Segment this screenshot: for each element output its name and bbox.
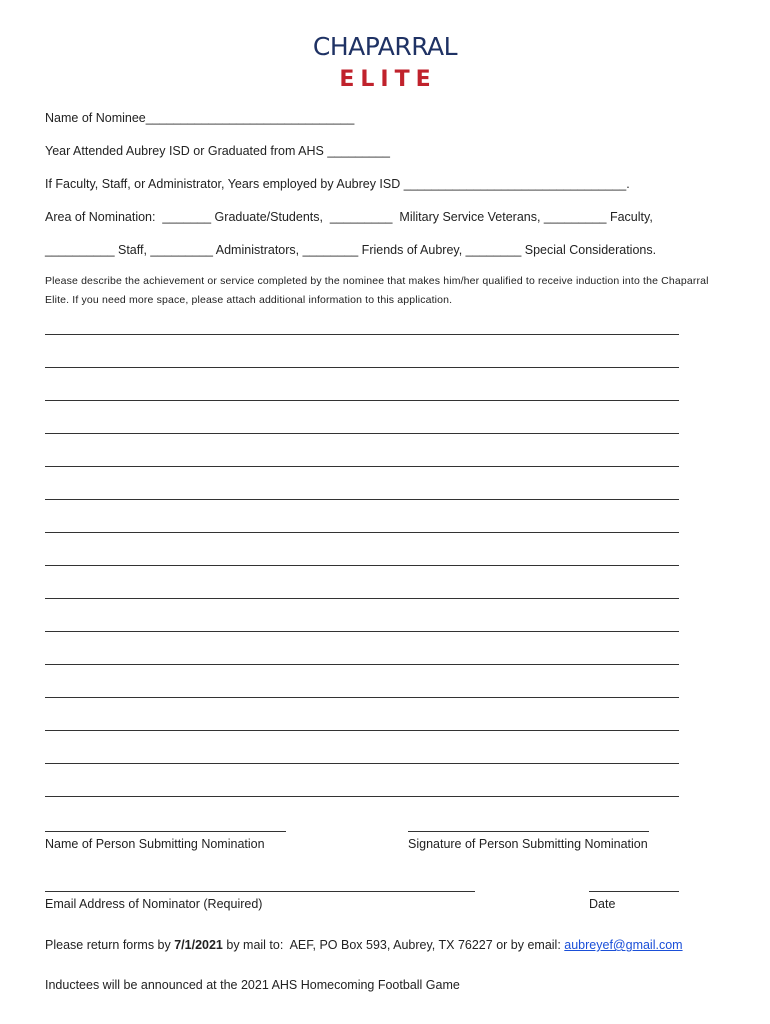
nominator-signature-line[interactable] [408, 831, 649, 832]
description-line[interactable] [45, 631, 679, 632]
year-attended-field[interactable]: Year Attended Aubrey ISD or Graduated from AHS _________ [45, 144, 390, 158]
logo-elite-text: ELITE [339, 67, 437, 92]
description-line[interactable] [45, 433, 679, 434]
description-line[interactable] [45, 565, 679, 566]
description-line[interactable] [45, 730, 679, 731]
nominator-name-line[interactable] [45, 831, 286, 832]
description-line[interactable] [45, 664, 679, 665]
years-employed-field[interactable]: If Faculty, Staff, or Administrator, Years employed by Aubrey ISD ________________________________. [45, 177, 630, 191]
description-line[interactable] [45, 796, 679, 797]
nominee-name-field[interactable]: Name of Nominee______________________________ [45, 111, 355, 125]
description-line[interactable] [45, 532, 679, 533]
return-instructions [45, 937, 683, 953]
description-line[interactable] [45, 334, 679, 335]
date-line[interactable] [589, 891, 679, 892]
nominator-name-label: Name of Person Submitting Nomination [45, 837, 265, 851]
description-line[interactable] [45, 499, 679, 500]
nominator-email-line[interactable] [45, 891, 475, 892]
description-instructions: Please describe the achievement or service completed by the nominee that makes him/her qualified to receive induction into the Chaparral Elite. If you need more space, please attach additional information to this application. [45, 275, 709, 306]
return-address: by mail to: AEF, PO Box 593, Aubrey, TX 76227 or by email: [222, 938, 565, 952]
description-line[interactable] [45, 598, 679, 599]
area-of-nomination-line-2[interactable]: __________ Staff, _________ Administrators, ________ Friends of Aubrey, ________ Special Considerations. [45, 243, 657, 257]
description-line[interactable] [45, 697, 679, 698]
description-line[interactable] [45, 466, 679, 467]
nominator-signature-label: Signature of Person Submitting Nomination [408, 837, 648, 851]
nominator-email-label: Email Address of Nominator (Required) [45, 897, 263, 911]
description-line[interactable] [45, 367, 679, 368]
description-line[interactable] [45, 400, 679, 401]
announcement-text: Inductees will be announced at the 2021 AHS Homecoming Football Game [45, 978, 460, 992]
email-link[interactable]: aubreyef@gmail.com [564, 938, 683, 952]
logo-chaparral-text: CHAPARRAL [312, 32, 458, 61]
chaparral-elite-logo [0, 32, 770, 94]
area-of-nomination-line-1[interactable]: Area of Nomination: _______ Graduate/Students, _________ Military Service Veterans, _________ Faculty, [45, 210, 653, 224]
description-line[interactable] [45, 763, 679, 764]
return-deadline: 7/1/2021 [174, 938, 223, 952]
date-label: Date [589, 897, 616, 911]
return-prefix: Please return forms by [45, 938, 175, 952]
